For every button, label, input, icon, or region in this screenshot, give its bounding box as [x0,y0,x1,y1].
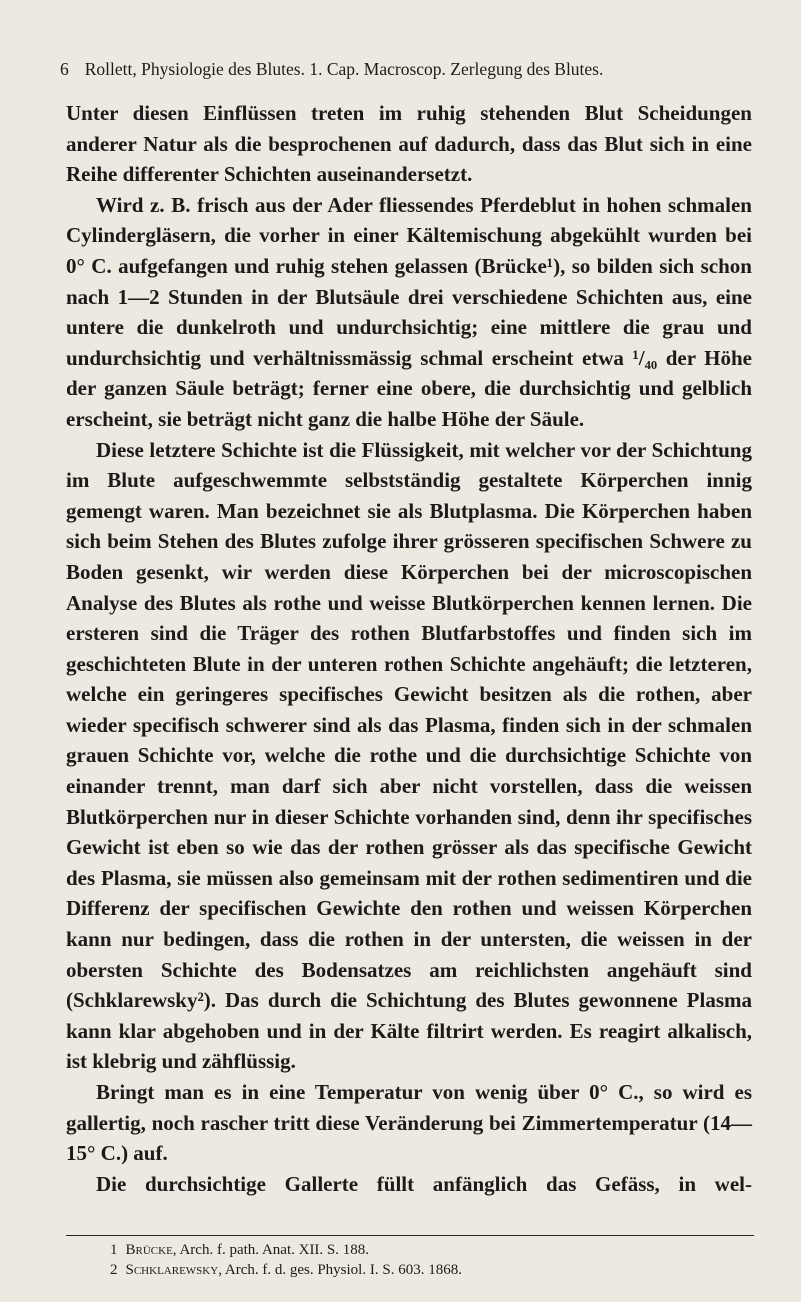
running-head [60,57,748,81]
footnote-citation: , Arch. f. path. Anat. XII. S. 188. [172,1242,370,1258]
paragraph-5: Die durchsichtige Gallerte füllt anfänglich das Gefäss, in wel- [96,1171,752,1196]
footnote-citation: , Arch. f. d. ges. Physiol. I. S. 603. 1868. [218,1262,462,1278]
paragraph-3: Diese letztere Schichte ist die Flüssigkeit, mit welcher vor der Schichtung im Blute aufgeschwemmte selbstständig gestaltete Körperchen innig gemengt waren. Man bezeichnet sie als Blutplasma. Die Körperchen haben sich beim Stehen des Blutes zufolge ihrer grösseren specifischen Schwere zu Boden gesenkt, wir werden diese Körperchen bei der microscopischen Analyse des Blutes als rothe und weisse Blutkörperchen kennen lernen. Die ersteren sind die Träger des rothen Blutfarbstoffes und finden sich im geschichteten Blute in der unteren rothen Schichte angehäuft; die letzteren, welche ein geringeres specifisches Gewicht besitzen als die rothen, aber wieder specifisch schwerer sind als das Plasma, finden sich in der schmalen grauen Schichte vor, welche die rothe und die durchsichtige Schichte von einander trennt, man darf sich aber nicht vorstellen, dass die weissen Blutkörperchen nur in dieser Schichte vorhanden sind, denn ihr specifisches Gewicht ist eben so wie das der rothen grösser als das specifische Gewicht des Plasma, sie müssen also gemeinsam mit der rothen sedimentiren und die Differenz der specifischen Gewichte den rothen und weissen Körperchen kann nur bedingen, dass die rothen in der untersten, die weissen in der obersten Schichte des Bodensatzes am reichlichsten angehäuft sind (Schklarewsky²). Das durch die Schichtung des Blutes gewonnene Plasma kann klar abgehoben und in der Kälte filtrirt werden. Es reagirt alkalisch, ist klebrig und zähflüssig. [66,437,752,1074]
paragraph-4: Bringt man es in eine Temperatur von wenig über 0° C., so wird es gallertig, noch rascher tritt diese Veränderung bei Zimmertemperatur (14—15° C.) auf. [66,1080,752,1166]
paragraph-2: Wird z. B. frisch aus der Ader fliessendes Pferdeblut in hohen schmalen Cylindergläsern, die vorher in einer Kältemischung abgekühlt wurden bei 0° C. aufgefangen und ruhig stehen gelassen (Brücke¹), so bilden sich schon nach 1—2 Stunden in der Blutsäule drei verschiedene Schichten aus, eine untere die dunkelroth und undurchsichtig; eine mittlere die grau und undurchsichtig und verhältnissmässig schmal erscheint etwa ¹/₄₀ der Höhe der ganzen Säule beträgt; ferner eine obere, die durchsichtig und gelblich erscheint, sie beträgt nicht ganz die halbe Höhe der Säule. [66,192,752,431]
footnote-divider [66,1235,754,1236]
paragraph-1: Unter diesen Einflüssen treten im ruhig stehenden Blut Scheidungen anderer Natur als die besprochenen auf dadurch, dass das Blut sich in eine Reihe differenter Schichten auseinandersetzt. [66,101,752,187]
footnote-author: Brücke [125,1242,173,1258]
footnote-number: 1 [110,1242,118,1258]
running-head-title: Rollett, Physiologie des Blutes. 1. Cap. Macroscop. Zerlegung des Blutes. [84,59,604,79]
footnote-number: 2 [110,1262,118,1278]
page-number: 6 [60,59,69,79]
footnote-2 [110,1260,750,1280]
footnote-author: Schklarewsky [125,1262,219,1278]
footnote-1 [110,1240,750,1260]
body-text [66,98,752,1199]
footnotes [110,1240,750,1280]
